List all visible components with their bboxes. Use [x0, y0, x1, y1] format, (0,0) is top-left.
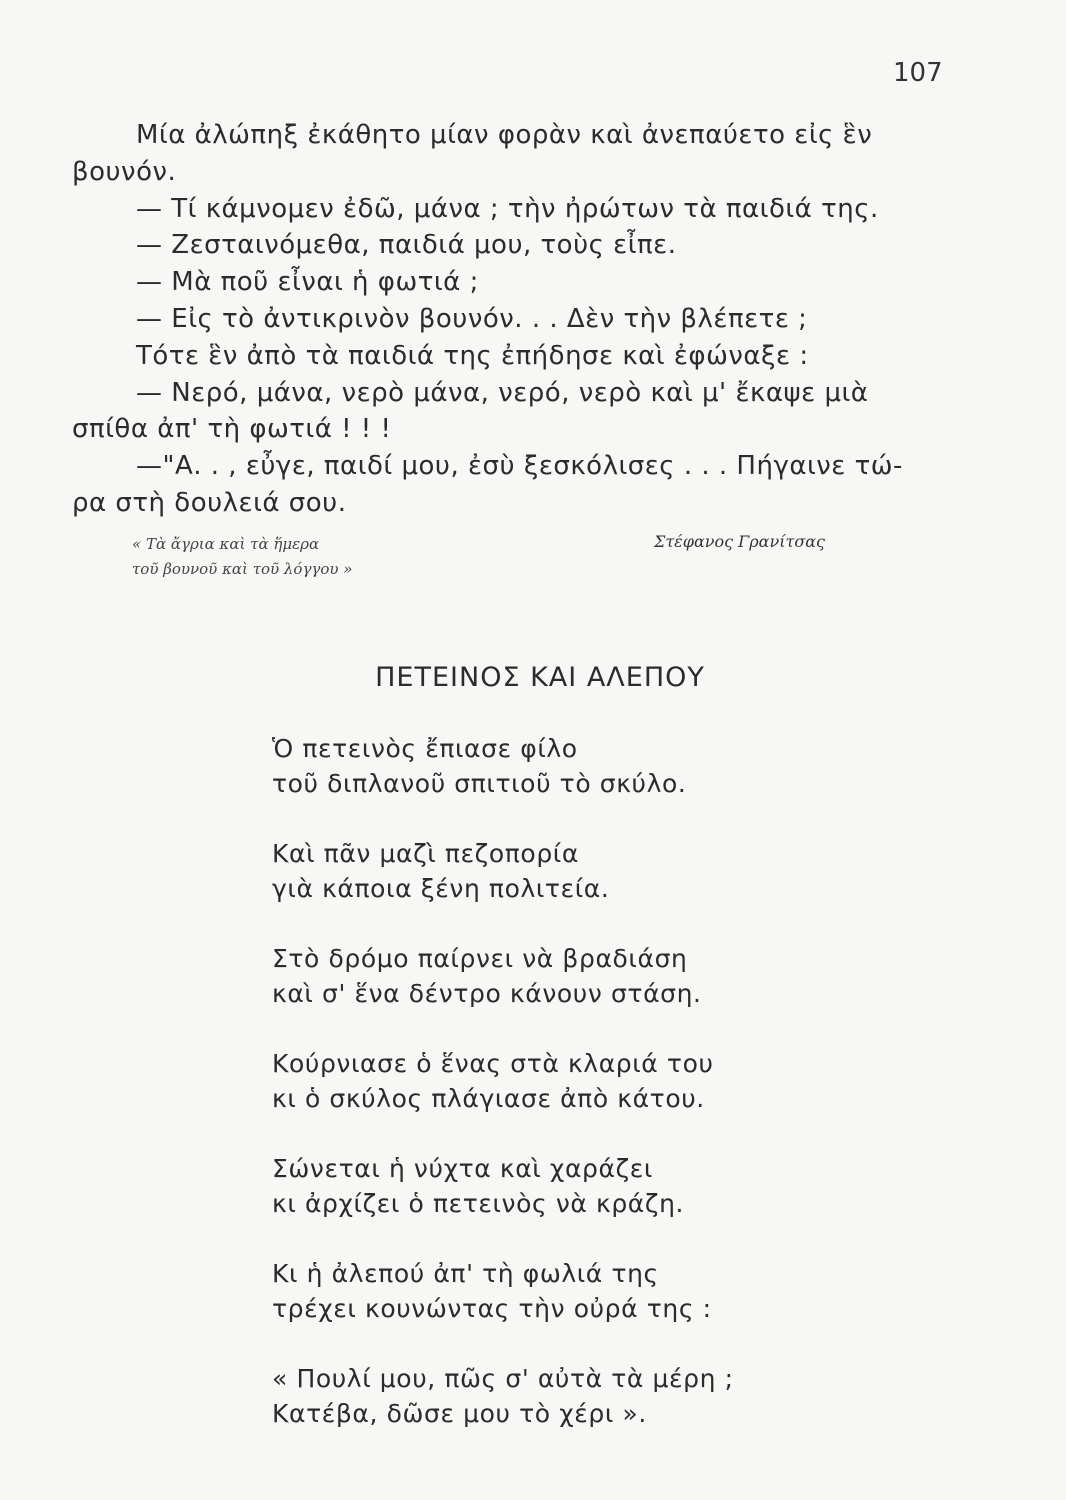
- source-line: τοῦ βουνοῦ καὶ τοῦ λόγγου »: [132, 560, 353, 578]
- poem-line: Καὶ πᾶν μαζὶ πεζοπορία: [272, 839, 579, 868]
- stanza: [272, 836, 734, 906]
- poem: [272, 731, 734, 1466]
- poem-line: γιὰ κάποια ξένη πολιτεία.: [272, 874, 610, 903]
- poem-line: Κι ἡ ἀλεπού ἀπ' τὴ φωλιά της: [272, 1259, 659, 1288]
- prose-line: — Νερό, μάνα, νερὸ μάνα, νερό, νερὸ καὶ μ' ἔκαψε μιὰ: [136, 377, 869, 408]
- poem-line: Στὸ δρόμο παίρνει νὰ βραδιάση: [272, 944, 688, 973]
- stanza: [272, 941, 734, 1011]
- poem-title: ΠΕΤΕΙΝΟΣ ΚΑΙ ΑΛΕΠΟΥ: [375, 662, 705, 693]
- stanza: [272, 1361, 734, 1431]
- prose-line: ρα στὴ δουλειά σου.: [72, 487, 347, 518]
- poem-line: « Πουλί μου, πῶς σ' αὐτὰ τὰ μέρη ;: [272, 1364, 734, 1393]
- prose-line: — Τί κάμνομεν ἐδῶ, μάνα ; τὴν ἠρώτων τὰ παιδιά της.: [136, 193, 879, 224]
- prose-line: βουνόν.: [72, 156, 177, 187]
- page-number: 107: [893, 58, 943, 88]
- poem-line: τοῦ διπλανοῦ σπιτιοῦ τὸ σκύλο.: [272, 769, 687, 798]
- prose-line: —"Α. . , εὖγε, παιδί μου, ἐσὺ ξεσκόλισες . . . Πήγαινε τώ-: [136, 451, 903, 482]
- prose-line: Τότε ἓν ἀπὸ τὰ παιδιά της ἐπήδησε καὶ ἐφώναξε :: [136, 340, 809, 371]
- poem-line: κι ὁ σκύλος πλάγιασε ἀπὸ κάτου.: [272, 1084, 705, 1113]
- author-name: Στέφανος Γρανίτσας: [654, 532, 826, 551]
- prose-line: — Εἰς τὸ ἀντικρινὸν βουνόν. . . Δὲν τὴν βλέπετε ;: [136, 303, 808, 334]
- poem-line: τρέχει κουνώντας τὴν οὐρά της :: [272, 1294, 712, 1323]
- stanza: [272, 1256, 734, 1326]
- prose-line: σπίθα ἀπ' τὴ φωτιά ! ! !: [72, 414, 392, 445]
- prose-section: [72, 117, 962, 522]
- stanza: [272, 1046, 734, 1116]
- stanza: [272, 1151, 734, 1221]
- poem-line: καὶ σ' ἕνα δέντρο κάνουν στάση.: [272, 979, 702, 1008]
- stanza: [272, 731, 734, 801]
- prose-line: — Ζεσταινόμεθα, παιδιά μου, τοὺς εἶπε.: [136, 230, 677, 261]
- poem-line: Σώνεται ἡ νύχτα καὶ χαράζει: [272, 1154, 653, 1183]
- prose-line: — Μὰ ποῦ εἶναι ἡ φωτιά ;: [136, 267, 479, 298]
- poem-line: Κούρνιασε ὁ ἕνας στὰ κλαριά του: [272, 1049, 714, 1078]
- poem-line: Ὁ πετεινὸς ἔπιασε φίλο: [272, 734, 578, 763]
- source-line: « Τὰ ἄγρια καὶ τὰ ἥμερα: [132, 535, 320, 553]
- prose-line: Μία ἀλώπηξ ἐκάθητο μίαν φορὰν καὶ ἀνεπαύετο εἰς ἓν: [136, 120, 873, 150]
- poem-line: Κατέβα, δῶσε μου τὸ χέρι ».: [272, 1399, 647, 1428]
- poem-line: κι ἀρχίζει ὁ πετεινὸς νὰ κράζη.: [272, 1189, 685, 1218]
- source-citation: [132, 532, 352, 582]
